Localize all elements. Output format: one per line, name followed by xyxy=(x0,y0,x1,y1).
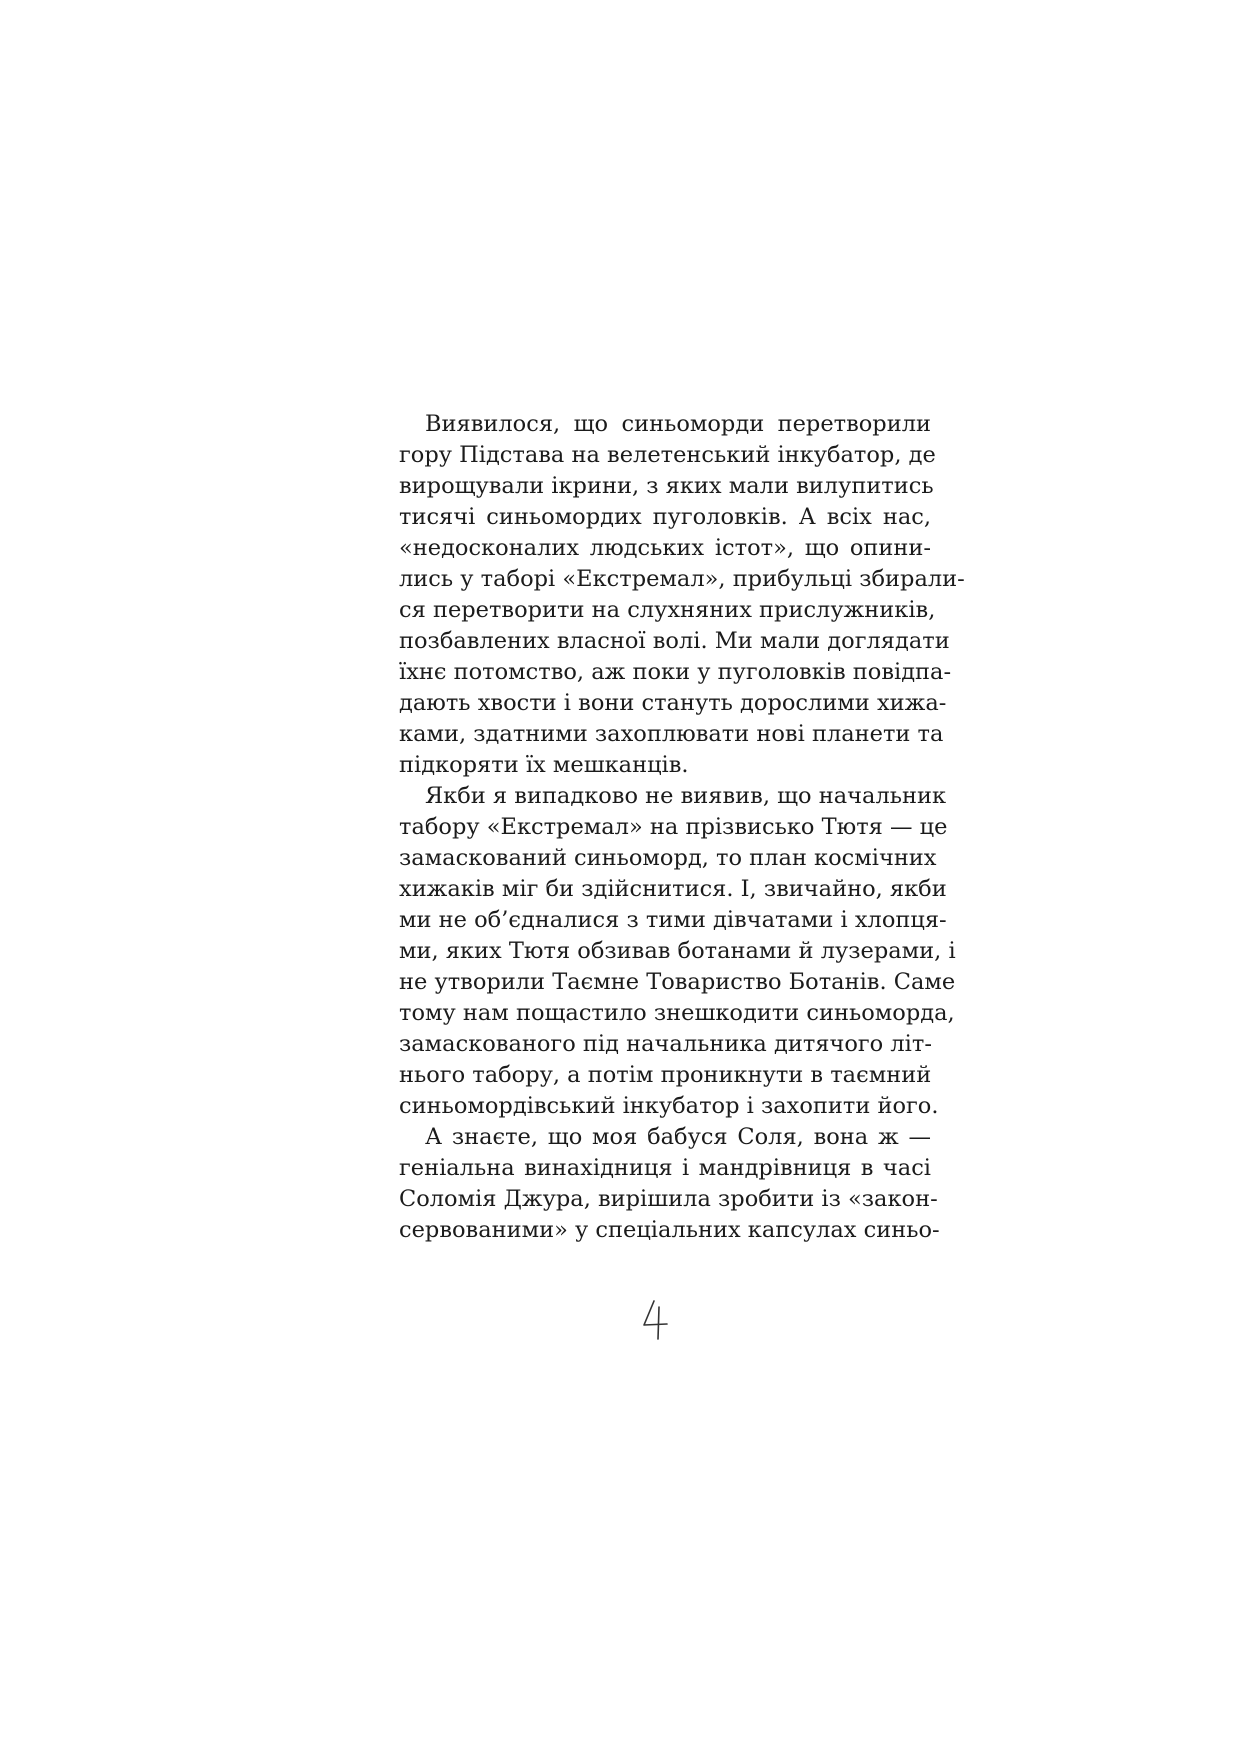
paragraph-1-line: тисячі синьомордих пуголовків. А всіх нас, xyxy=(399,504,931,530)
paragraph-2-line: синьомордівський інкубатор і захопити його. xyxy=(399,1093,939,1119)
paragraph-1-line: їхнє потомство, аж поки у пуголовків повідпа- xyxy=(399,659,952,685)
paragraph-1-line: дають хвости і вони стануть дорослими хижа- xyxy=(399,690,947,716)
body-text xyxy=(399,409,965,1246)
paragraph-1-line: Виявилося, що синьоморди перетворили xyxy=(425,411,931,437)
paragraph-2-line: нього табору, а потім проникнути в таємний xyxy=(399,1062,932,1088)
page-number xyxy=(640,1298,680,1342)
paragraph-1-line: вирощували ікрини, з яких мали вилупитись xyxy=(399,473,934,499)
paragraph-1-line: підкоряти їх мешканців. xyxy=(399,752,689,778)
paragraph-3-line: сервованими» у спеціальних капсулах синьо- xyxy=(399,1217,940,1243)
paragraph-1-line: «недосконалих людських істот», що опини- xyxy=(399,535,931,561)
paragraph-1-line: позбавлених власної волі. Ми мали доглядати xyxy=(399,628,950,654)
paragraph-1-line: гору Підстава на велетенський інкубатор, де xyxy=(399,442,936,468)
paragraph-3-line: А знаєте, що моя бабуся Соля, вона ж — xyxy=(425,1124,931,1150)
paragraph-2-line: тому нам пощастило знешкодити синьоморда, xyxy=(399,1000,955,1026)
paragraph-3-line: геніальна винахідниця і мандрівниця в часі xyxy=(399,1155,931,1181)
paragraph-2-line: замаскованого під начальника дитячого літ- xyxy=(399,1031,932,1057)
paragraph-3-line: Соломія Джура, вирішила зробити із «закон- xyxy=(399,1186,938,1212)
paragraph-2-line: Якби я випадково не виявив, що начальник xyxy=(425,783,947,809)
paragraph-2-line: ми не об’єдналися з тими дівчатами і хлопця- xyxy=(399,907,947,933)
paragraph-2-line: замаскований синьоморд, то план космічних xyxy=(399,845,937,871)
paragraph-2-line: табору «Екстремал» на прізвисько Тютя — це xyxy=(399,814,948,840)
paragraph-1-line: ся перетворити на слухняних прислужників, xyxy=(399,597,936,623)
paragraph-1-line: ками, здатними захоплювати нові планети та xyxy=(399,721,944,747)
paragraph-2-line: ми, яких Тютя обзивав ботанами й лузерами, і xyxy=(399,938,956,964)
paragraph-2-line: не утворили Таємне Товариство Ботанів. Саме xyxy=(399,969,956,995)
paragraph-1-line: лись у таборі «Екстремал», прибульці збирали- xyxy=(399,566,965,592)
paragraph-2-line: хижаків міг би здійснитися. І, звичайно, якби xyxy=(399,876,947,902)
